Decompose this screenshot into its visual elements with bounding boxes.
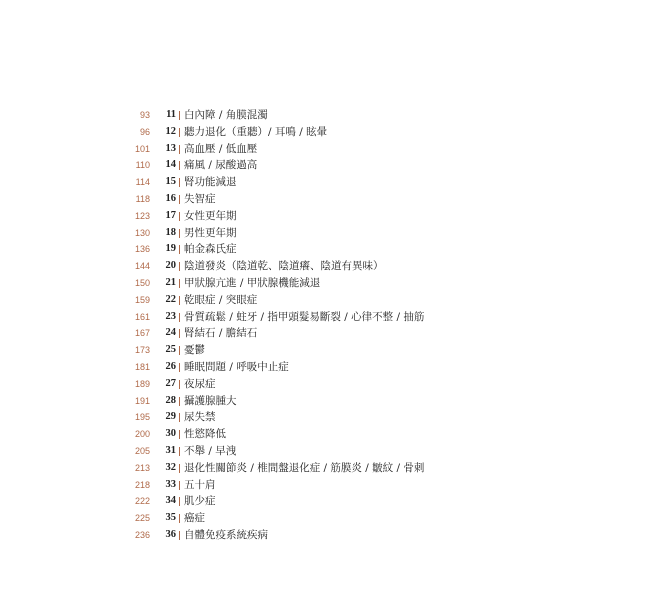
toc-entry[interactable]: [0, 342, 655, 359]
separator-bar: [179, 531, 180, 540]
chapter-number: 18: [165, 226, 176, 238]
toc-entry[interactable]: [0, 124, 655, 141]
toc-entry[interactable]: [0, 275, 655, 292]
page-number: 110: [135, 160, 150, 171]
page-number: 205: [134, 445, 150, 456]
separator-bar: [179, 464, 180, 473]
chapter-number: 19: [165, 243, 176, 255]
chapter-number: 13: [165, 142, 176, 154]
page-number: 213: [134, 462, 150, 473]
chapter-number: 30: [165, 428, 176, 440]
chapter-number: 33: [165, 478, 176, 490]
toc-entry[interactable]: [0, 258, 655, 275]
page-number: 218: [134, 479, 150, 490]
chapter-title: 五十肩: [184, 478, 216, 491]
chapter-title: 失智症: [184, 192, 216, 205]
toc-entry[interactable]: [0, 527, 655, 544]
separator-bar: [179, 145, 180, 154]
toc-entry[interactable]: [0, 309, 655, 326]
chapter-number: 27: [165, 377, 176, 389]
chapter-title: 高血壓 / 低血壓: [184, 142, 258, 155]
chapter-title: 白內障 / 角膜混濁: [184, 109, 268, 121]
page-number: 150: [134, 277, 150, 288]
separator-bar: [179, 195, 180, 204]
chapter-title: 女性更年期: [184, 209, 237, 222]
chapter-title: 陰道發炎（陰道乾、陰道癢、陰道有異味）: [184, 260, 384, 273]
toc-entry[interactable]: [0, 426, 655, 443]
separator-bar: [179, 245, 180, 254]
separator-bar: [179, 178, 180, 187]
chapter-number: 35: [165, 512, 176, 524]
chapter-title: 尿失禁: [184, 411, 216, 424]
page-number: 161: [134, 311, 150, 322]
chapter-number: 22: [165, 293, 176, 305]
toc-entry[interactable]: [0, 157, 655, 174]
chapter-title: 乾眼症 / 突眼症: [184, 293, 258, 306]
chapter-title: 自體免疫系統疾病: [184, 528, 268, 541]
chapter-number: 24: [165, 327, 176, 339]
toc-entry[interactable]: [0, 510, 655, 527]
chapter-number: 17: [165, 209, 176, 221]
chapter-number: 23: [165, 310, 176, 322]
separator-bar: [179, 346, 180, 355]
chapter-title: 腎結石 / 膽結石: [184, 327, 258, 340]
separator-bar: [179, 329, 180, 338]
separator-bar: [179, 447, 180, 456]
separator-bar: [179, 161, 180, 170]
separator-bar: [179, 481, 180, 490]
separator-bar: [179, 397, 180, 406]
page-number: 130: [134, 227, 150, 238]
page-number: 144: [134, 261, 150, 272]
chapter-title: 聽力退化（重聽）/ 耳鳴 / 眩暈: [184, 125, 328, 138]
chapter-title: 不舉 / 早洩: [184, 444, 237, 457]
chapter-number: 16: [165, 192, 176, 204]
chapter-number: 29: [165, 411, 176, 423]
chapter-title: 憂鬱: [184, 344, 205, 357]
chapter-title: 帕金森氏症: [184, 243, 237, 256]
chapter-number: 15: [165, 176, 176, 188]
page-number: 93: [139, 110, 150, 120]
chapter-number: 26: [165, 360, 176, 372]
separator-bar: [179, 262, 180, 271]
toc-entry[interactable]: [0, 359, 655, 376]
separator-bar: [179, 128, 180, 137]
page-number: 236: [134, 529, 150, 540]
chapter-title: 攝護腺腫大: [184, 394, 237, 407]
page-number: 173: [134, 345, 150, 356]
chapter-title: 甲狀腺亢進 / 甲狀腺機能減退: [184, 276, 321, 289]
chapter-title: 睡眠問題 / 呼吸中止症: [184, 360, 289, 373]
chapter-title: 肌少症: [184, 495, 216, 508]
toc-entry[interactable]: [0, 241, 655, 258]
separator-bar: [179, 380, 180, 389]
toc-entry[interactable]: [0, 477, 655, 494]
chapter-number: 14: [165, 159, 176, 171]
page-number: 195: [134, 412, 150, 423]
page-number: 222: [134, 496, 150, 507]
chapter-title: 骨質疏鬆 / 蛀牙 / 指甲頭髮易斷裂 / 心律不整 / 抽筋: [184, 310, 425, 323]
chapter-number: 25: [165, 344, 176, 356]
separator-bar: [179, 413, 180, 422]
toc-entry[interactable]: [0, 191, 655, 208]
chapter-number: 31: [165, 444, 176, 456]
separator-bar: [179, 363, 180, 372]
separator-bar: [179, 514, 180, 523]
chapter-title: 男性更年期: [184, 226, 237, 239]
chapter-title: 性慾降低: [184, 428, 226, 441]
page-number: 118: [135, 193, 150, 204]
toc-entry[interactable]: [0, 141, 655, 158]
toc-entry[interactable]: [0, 460, 655, 477]
page-number: 200: [134, 429, 150, 440]
toc-entry[interactable]: [0, 493, 655, 510]
chapter-number: 32: [165, 461, 176, 473]
toc-entry[interactable]: [0, 376, 655, 393]
page-number: 181: [134, 361, 150, 372]
toc-entry[interactable]: [0, 443, 655, 460]
page-number: 191: [134, 395, 150, 406]
chapter-title: 腎功能減退: [184, 176, 237, 189]
toc-entry[interactable]: [0, 174, 655, 191]
chapter-number: 12: [165, 125, 176, 137]
separator-bar: [179, 212, 180, 221]
chapter-number: 21: [165, 276, 176, 288]
toc-entry[interactable]: [0, 107, 655, 124]
page-number: 96: [139, 126, 150, 137]
page-number: 123: [134, 210, 150, 221]
chapter-number: 34: [165, 495, 176, 507]
page-number: 159: [134, 294, 150, 305]
chapter-number: 36: [165, 528, 176, 540]
separator-bar: [179, 296, 180, 305]
chapter-title: 癌症: [184, 512, 205, 525]
chapter-title: 痛風 / 尿酸過高: [184, 159, 258, 172]
toc-entry[interactable]: [0, 325, 655, 342]
chapter-number: 20: [165, 260, 176, 272]
toc-entry[interactable]: [0, 393, 655, 410]
page-number: 167: [134, 328, 150, 339]
separator-bar: [179, 313, 180, 322]
page-number: 189: [134, 378, 150, 389]
page-number: 114: [135, 177, 150, 188]
toc-entry[interactable]: [0, 292, 655, 309]
separator-bar: [179, 430, 180, 439]
separator-bar: [179, 279, 180, 288]
page-number: 101: [134, 143, 150, 154]
table-of-contents: [0, 107, 655, 544]
chapter-title: 夜尿症: [184, 377, 216, 390]
toc-entry[interactable]: [0, 208, 655, 225]
toc-entry[interactable]: [0, 409, 655, 426]
toc-entry[interactable]: [0, 225, 655, 242]
chapter-number: 28: [165, 394, 176, 406]
page-number: 136: [134, 244, 150, 255]
chapter-title: 退化性關節炎 / 椎間盤退化症 / 筋膜炎 / 皺紋 / 骨刺: [184, 461, 425, 474]
page-number: 225: [134, 513, 150, 524]
separator-bar: [179, 497, 180, 506]
chapter-number: 11: [166, 109, 176, 120]
separator-bar: [179, 111, 180, 120]
separator-bar: [179, 229, 180, 238]
